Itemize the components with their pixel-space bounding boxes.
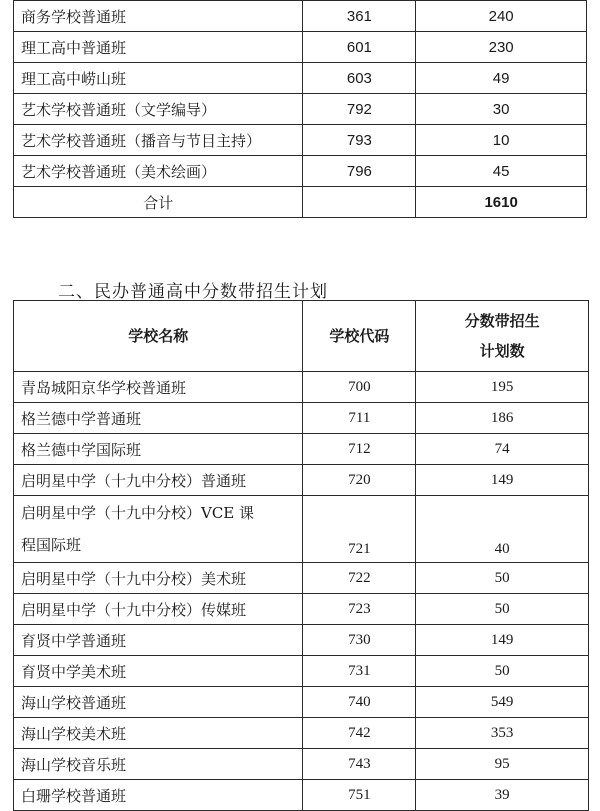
school-code-cell: 723 xyxy=(303,594,416,625)
table-header-row xyxy=(14,301,589,372)
table-row xyxy=(14,749,589,780)
school-code-cell: 712 xyxy=(303,434,416,465)
school-name-line1: 启明星中学（十九中分校）VCE 课 xyxy=(21,504,255,522)
table-row xyxy=(14,687,589,718)
section-heading: 二、民办普通高中分数带招生计划 xyxy=(58,282,328,302)
table-row xyxy=(14,125,587,156)
table-row xyxy=(14,594,589,625)
school-name-cell: 启明星中学（十九中分校）传媒班 xyxy=(14,594,303,625)
school-name-cell: 艺术学校普通班（播音与节目主持） xyxy=(14,125,303,156)
plan-count-cell: 149 xyxy=(416,465,589,496)
school-name-cell: 海山学校普通班 xyxy=(14,687,303,718)
header-school-code: 学校代码 xyxy=(303,301,416,372)
table-row xyxy=(14,718,589,749)
school-code-cell: 796 xyxy=(303,156,416,187)
plan-count-cell: 49 xyxy=(416,63,587,94)
plan-count-cell: 95 xyxy=(416,749,589,780)
school-name-cell: 商务学校普通班 xyxy=(14,1,303,32)
school-code-cell: 743 xyxy=(303,749,416,780)
school-code-cell: 601 xyxy=(303,32,416,63)
plan-count-cell: 549 xyxy=(416,687,589,718)
school-code-cell: 751 xyxy=(303,780,416,811)
school-name-cell: 理工高中普通班 xyxy=(14,32,303,63)
plan-count-cell: 353 xyxy=(416,718,589,749)
table-row xyxy=(14,94,587,125)
school-code-cell: 730 xyxy=(303,625,416,656)
table-row xyxy=(14,780,589,811)
school-code-cell: 740 xyxy=(303,687,416,718)
plan-count-cell: 149 xyxy=(416,625,589,656)
table-row xyxy=(14,496,589,563)
school-code-cell: 721 xyxy=(303,496,416,563)
school-code-cell: 731 xyxy=(303,656,416,687)
plan-count-cell: 74 xyxy=(416,434,589,465)
school-name-cell: 理工高中崂山班 xyxy=(14,63,303,94)
school-code-cell: 711 xyxy=(303,403,416,434)
school-name-cell: 育贤中学美术班 xyxy=(14,656,303,687)
school-code-cell: 793 xyxy=(303,125,416,156)
table-row xyxy=(14,656,589,687)
table-row xyxy=(14,403,589,434)
total-label: 合计 xyxy=(14,187,303,218)
school-code-cell: 700 xyxy=(303,372,416,403)
school-name-cell: 格兰德中学普通班 xyxy=(14,403,303,434)
plan-count-cell: 39 xyxy=(416,780,589,811)
header-plan-count xyxy=(416,301,589,372)
school-code-cell: 742 xyxy=(303,718,416,749)
table-row xyxy=(14,465,589,496)
plan-count-cell: 50 xyxy=(416,594,589,625)
school-name-cell: 青岛城阳京华学校普通班 xyxy=(14,372,303,403)
plan-count-cell: 195 xyxy=(416,372,589,403)
school-name-cell: 艺术学校普通班（美术绘画） xyxy=(14,156,303,187)
school-name-cell: 海山学校音乐班 xyxy=(14,749,303,780)
table-row xyxy=(14,625,589,656)
header-school-name: 学校名称 xyxy=(14,301,303,372)
total-value: 1610 xyxy=(416,187,587,218)
table-row xyxy=(14,372,589,403)
school-name-cell: 启明星中学（十九中分校）美术班 xyxy=(14,563,303,594)
total-empty-cell xyxy=(303,187,416,218)
table-row xyxy=(14,63,587,94)
plan-count-cell: 230 xyxy=(416,32,587,63)
school-name-cell: 格兰德中学国际班 xyxy=(14,434,303,465)
table-row xyxy=(14,156,587,187)
plan-count-cell: 186 xyxy=(416,403,589,434)
total-row xyxy=(14,187,587,218)
header-plan-line2: 计划数 xyxy=(479,342,525,360)
school-name-cell: 海山学校美术班 xyxy=(14,718,303,749)
school-code-cell: 722 xyxy=(303,563,416,594)
plan-count-cell: 240 xyxy=(416,1,587,32)
school-code-cell: 720 xyxy=(303,465,416,496)
plan-count-cell: 50 xyxy=(416,656,589,687)
header-plan-line1: 分数带招生 xyxy=(464,312,540,330)
plan-count-cell: 30 xyxy=(416,94,587,125)
private-school-plan-table xyxy=(13,300,589,811)
school-code-cell: 792 xyxy=(303,94,416,125)
school-name-cell xyxy=(14,496,303,563)
public-school-plan-table xyxy=(13,0,587,218)
school-name-cell: 启明星中学（十九中分校）普通班 xyxy=(14,465,303,496)
school-name-cell: 育贤中学普通班 xyxy=(14,625,303,656)
table-row xyxy=(14,563,589,594)
table-row xyxy=(14,1,587,32)
plan-count-cell: 10 xyxy=(416,125,587,156)
school-code-cell: 361 xyxy=(303,1,416,32)
school-name-line2: 程国际班 xyxy=(21,536,82,554)
plan-count-cell: 45 xyxy=(416,156,587,187)
plan-count-cell: 50 xyxy=(416,563,589,594)
school-name-cell: 白珊学校普通班 xyxy=(14,780,303,811)
school-name-cell: 艺术学校普通班（文学编导） xyxy=(14,94,303,125)
plan-count-cell: 40 xyxy=(416,496,589,563)
table-row xyxy=(14,32,587,63)
table-row xyxy=(14,434,589,465)
school-code-cell: 603 xyxy=(303,63,416,94)
